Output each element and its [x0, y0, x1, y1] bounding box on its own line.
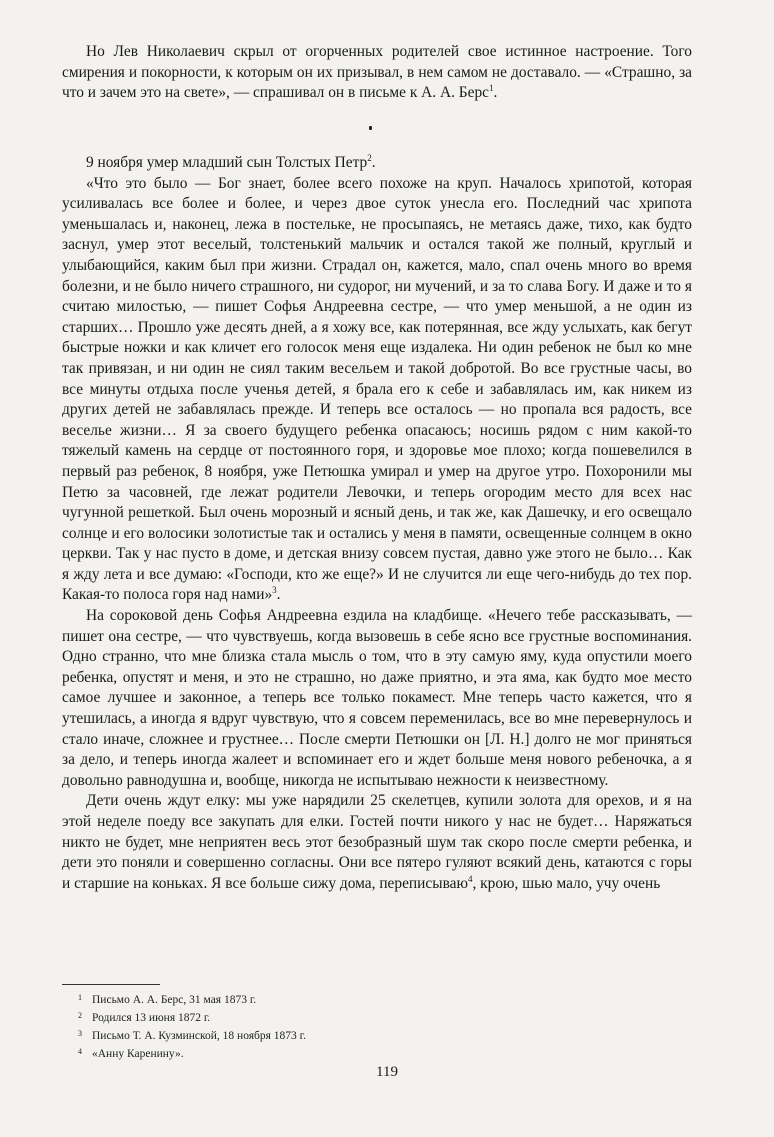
footnote-number: 1 — [78, 993, 82, 1002]
paragraph-text: На сороковой день Софья Андреевна ездила на кладбище. «Нечего тебе рассказывать, — пишет она сестре, — что чувствуешь, когда вызовешь в себе ясно все грустные воспоминания. Одно странно, что мне близка стала мысль о том, что в эту самую яму, куда опустили моего ребенка, опустят и меня, и это не страшно, но даже приятно, и эта яма, как будто мое место самое лучшее и законное, а теперь все только покамест. Мне теперь часто кажется, что я утешилась, а иногда я вдруг чувствую, что я совсем переменилась, все во мне перевернулось и стало иначе, сложнее и грустнее… После смерти Петюшки он [Л. Н.] долго не мог приняться за дело, и теперь иногда жалеет и вспоминает его и ждет больше меня нового ребеночка, а я довольно равнодушна и, вообще, никогда не испытываю нежности к неизвестному. — [62, 607, 692, 789]
footnote-divider — [62, 984, 160, 985]
paragraph-intro — [62, 42, 692, 104]
page-number: 119 — [376, 1064, 398, 1080]
paragraph-tail: , крою, шью мало, учу очень — [472, 874, 661, 892]
top-paragraph-block — [62, 42, 692, 104]
footnote-item — [78, 990, 638, 1008]
paragraph-tail: . — [493, 84, 498, 102]
footnote-ref: 4 — [467, 873, 473, 884]
paragraph-letter-quote — [62, 174, 692, 606]
paragraph-death-notice — [62, 153, 692, 174]
main-paragraph-block — [62, 153, 692, 894]
footnote-text: Родился 13 июня 1872 г. — [92, 1012, 211, 1024]
paragraph-christmas-tree — [62, 791, 692, 894]
paragraph-text: Дети очень ждут елку: мы уже нарядили 25 скелетцев, купили золота для орехов, и я на этой неделе поеду все закупать для елки. Гостей почти никого у нас не будет… Наряжаться никто не будет, мне неприятен весь этот безобразный шум так скоро после смерти ребенка, и дети это поняли и совершенно согласны. Они все пятеро гуляют всякий день, катаются с горы и старшие на коньках. Я все больше сижу дома, переписываю — [62, 792, 692, 892]
paragraph-text: 9 ноября умер младший сын Толстых Петр — [86, 154, 368, 171]
paragraph-fortieth-day — [62, 606, 692, 791]
footnote-number: 2 — [78, 1011, 82, 1020]
footnote-text: Письмо А. А. Берс, 31 мая 1873 г. — [92, 994, 257, 1006]
footnotes — [78, 990, 638, 1062]
print-speck — [369, 126, 372, 130]
paragraph-text: «Что это было — Бог знает, более всего похоже на круп. Началось хрипотой, которая усиливалась все более и более, и через двое суток унесла его. Последний час хрипота уменьшалась и, наконец, лежа в постельке, не просыпаясь, не метаясь даже, тихо, как будто заснул, умер этот веселый, толстенький мальчик и остался такой же полный, круглый и улыбающийся, каким был при жизни. Страдал он, кажется, мало, спал очень много во время болезни, и не было ничего страшного, ни судорог, ни мучений, и за то слава Богу. И даже и то я считаю милостью, — пишет Софья Андреевна сестре, — что умер меньшой, а не один из старших… Прошло уже десять дней, а я хожу все, как потерянная, все жду услыхать, как бегут быстрые ножки и как кличет его голосок меня еще издалека. Ни один ребенок не был ко мне так привязан, и ни один не сиял таким весельем и такой добротой. Во все грустные часы, во все минуты отдыха после ученья детей, я брала его к себе и забавлялась им, как никем из других детей не забавлялась прежде. И теперь все осталось — но пропала вся радость, все веселье жизни… Я за своего будущего ребенка опасаюсь; носишь рядом с ним какой-то тяжелый камень на сердце от постоянного горя, и здоровье мое плохо; когда пошевелился в первый раз ребенок, 8 ноября, уже Петюшка умирал и умер на другое утро. Похоронили мы Петю за часовней, где лежат родители Левочки, и теперь огородим место для всех нас чугунной решеткой. Был очень морозный и ясный день, и так же, как Дашечку, и его освещало солнце и его волосики золотистые так и остались у меня в памяти, освещенные солнцем в окно церкви. Так у нас пусто в доме, и детская внизу совсем пустая, давно уже этого не было… Как я жду лета и все думаю: «Господи, кто же еще?» И не случится ли еще чего-нибудь до тех пор. Какая-то полоса горя над нами» — [62, 174, 692, 604]
footnote-number: 4 — [78, 1047, 82, 1056]
paragraph-tail: . — [276, 586, 281, 604]
footnote-item — [78, 1044, 638, 1062]
footnote-number: 3 — [78, 1029, 82, 1038]
paragraph-text: Но Лев Николаевич скрыл от огорченных родителей свое истинное настроение. Того смирения и покорности, к которым он их призывал, в нем самом не доставало. — «Страшно, за что и зачем это на свете», — спрашивал он в письме к А. А. Берс — [62, 43, 692, 102]
footnote-ref: 3 — [272, 585, 277, 596]
footnote-item — [78, 1008, 638, 1026]
footnote-item — [78, 1026, 638, 1044]
footnote-ref: 2 — [367, 153, 372, 163]
footnote-text: Письмо Т. А. Кузминской, 18 ноября 1873 г. — [92, 1030, 306, 1042]
footnote-ref: 1 — [488, 83, 494, 94]
paragraph-tail: . — [371, 154, 376, 171]
footnote-text: «Анну Каренину». — [92, 1048, 184, 1060]
